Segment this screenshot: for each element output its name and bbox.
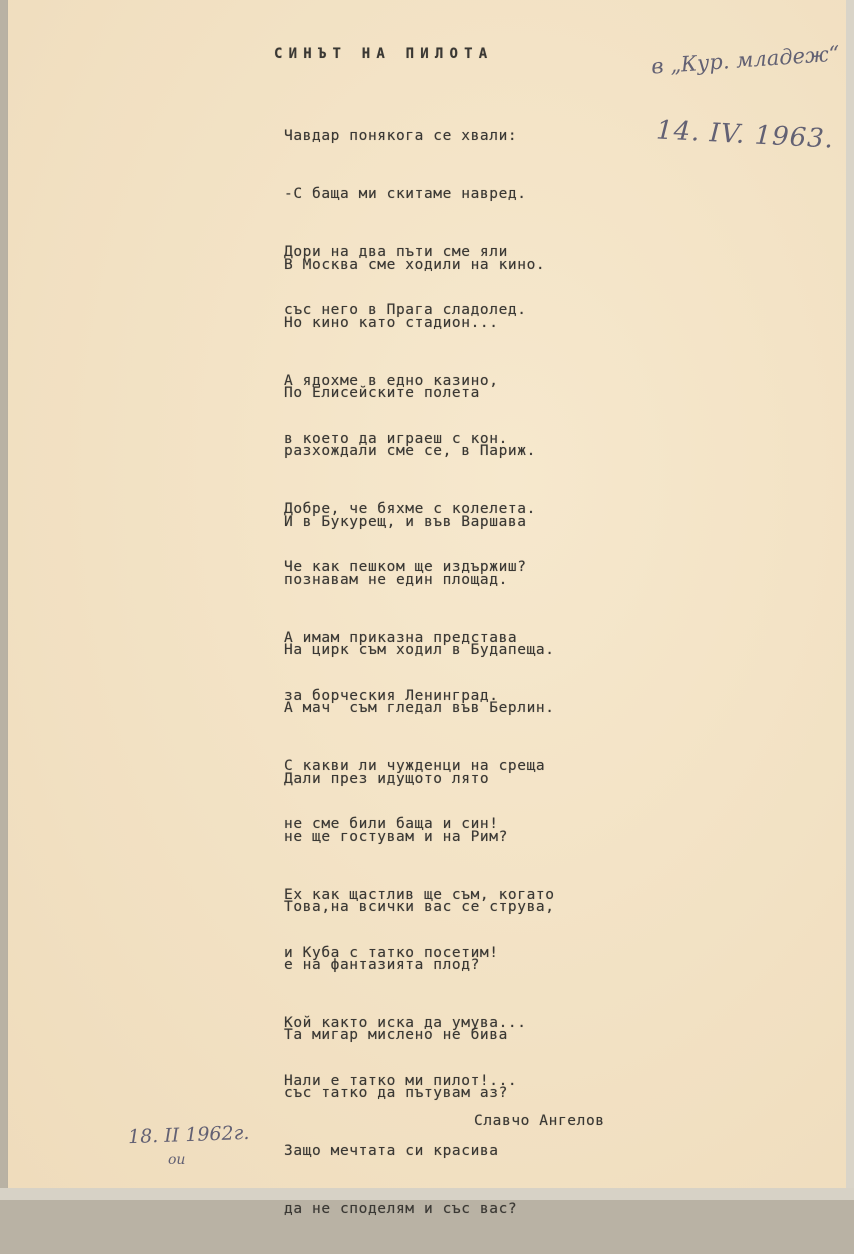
poem-line: Че как пешком ще издържиш?	[284, 559, 527, 575]
poem-line: А мач съм гледал във Берлин.	[284, 700, 555, 716]
poem-line: в което да играеш с кон.	[284, 431, 508, 447]
poem-line: Това,на всички вас се струва,	[284, 899, 555, 915]
poem-line: да не споделям и със вас?	[284, 1201, 518, 1217]
poem-line: В Москва сме ходили на кино.	[284, 257, 546, 273]
poem-line: На цирк съм ходил в Будапеща.	[284, 642, 555, 658]
poem-line: А имам приказна представа	[284, 630, 518, 646]
poem-line: Та мигар мислено не бива	[284, 1027, 508, 1043]
poem-line: познавам не един площад.	[284, 572, 508, 588]
poem-line: Чавдар понякога се хвали:	[284, 128, 518, 144]
handwritten-date-bottom: 18. II 1962г.	[127, 1121, 250, 1149]
handwritten-publication-note: в „Кур. младеж“	[650, 41, 841, 79]
poem-line: Добре, че бяхме с колелета.	[284, 501, 536, 517]
handwritten-initials: ои	[168, 1152, 186, 1168]
paper-page	[8, 0, 846, 1217]
poem-line: със татко да пътувам аз?	[284, 1085, 508, 1101]
poem-line: със него в Прага сладолед.	[284, 302, 527, 318]
poem-line: Ех как щастлив ще съм, когато	[284, 887, 555, 903]
poem-line: -С баща ми скитаме навред.	[284, 186, 527, 202]
poem-line: Дори на два пъти сме яли	[284, 244, 508, 260]
poem-line: Кой както иска да умува...	[284, 1015, 527, 1031]
poem-title: СИНЪТ НА ПИЛОТА	[274, 46, 494, 62]
poem-line: Защо мечтата си красива	[284, 1143, 499, 1159]
poem-line: не ще гостувам и на Рим?	[284, 829, 508, 845]
poem-line: С какви ли чужденци на среща	[284, 758, 546, 774]
poem-line: А ядохме в едно казино,	[284, 373, 499, 389]
poem-line: И в Букурещ, и във Варшава	[284, 514, 527, 530]
poem-line: не сме били баща и син!	[284, 816, 499, 832]
scan-edge-bottom	[0, 1188, 854, 1200]
poem-line: е на фантазията плод?	[284, 957, 480, 973]
handwritten-date-top: 14. IV. 1963.	[655, 115, 835, 155]
poem-line: за борческия Ленинград.	[284, 688, 499, 704]
poem-line: По Елисейските полета	[284, 385, 480, 401]
author-signature: Славчо Ангелов	[474, 1113, 605, 1129]
scan-edge-right	[846, 0, 854, 1200]
poem-line: Дали през идущото лято	[284, 771, 490, 787]
poem-line: разхождали сме се, в Париж.	[284, 443, 536, 459]
poem-line: и Куба с татко посетим!	[284, 945, 499, 961]
poem-line: Но кино като стадион...	[284, 315, 499, 331]
poem-line: Нали е татко ми пилот!...	[284, 1073, 518, 1089]
